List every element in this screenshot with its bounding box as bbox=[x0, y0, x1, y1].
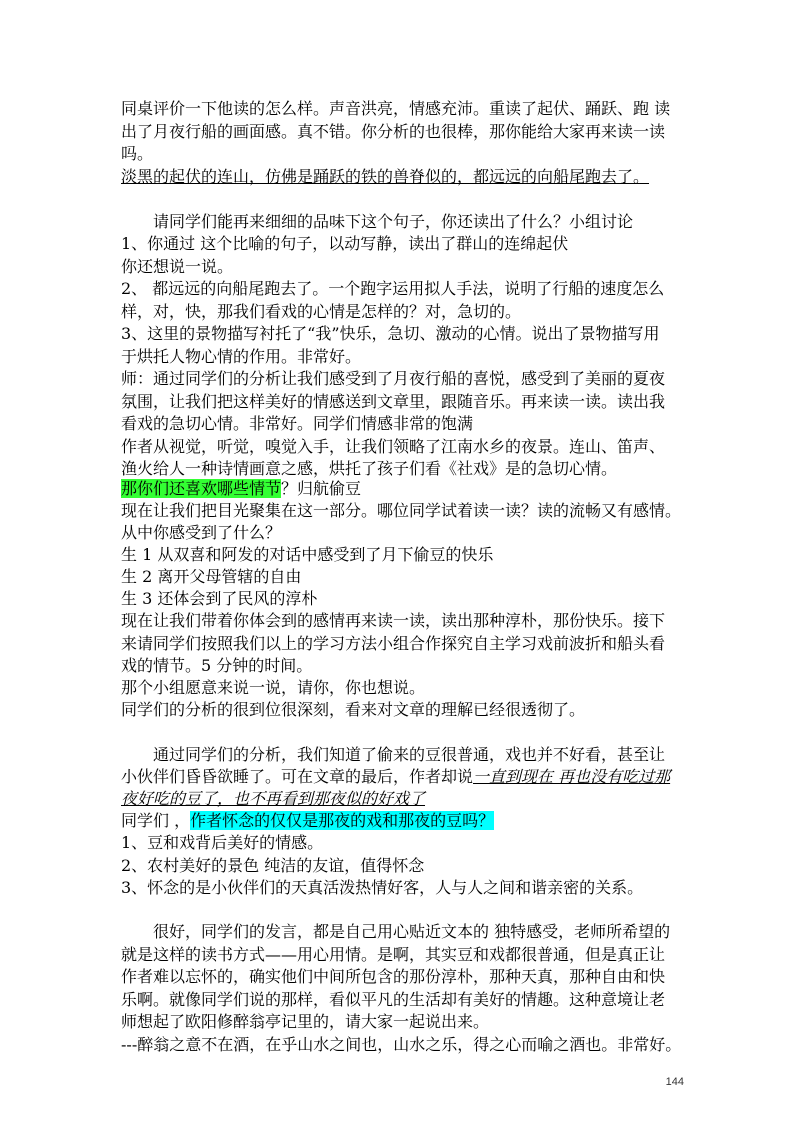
text-line: 1、豆和戏背后美好的情感。 bbox=[121, 833, 324, 852]
text-span: ？归航偷豆 bbox=[281, 479, 362, 498]
text-line: 戏的情节。5 分钟的时间。 bbox=[121, 656, 313, 675]
text-line: 样，对，快，那我们看戏的心情是怎样的？对，急切的。 bbox=[121, 302, 522, 321]
text-line: 同学们的分析的很到位很深刻，看来对文章的理解已经很透彻了。 bbox=[121, 700, 586, 719]
text-line: 来请同学们按照我们以上的学习方法小组合作探究自主学习戏前波折和船头看 bbox=[121, 634, 666, 653]
underlined-text: 淡黑的起伏的连山，仿佛是踊跃的铁的兽脊似的，都远远的向船尾跑去了。 bbox=[121, 167, 650, 186]
text-line: 1、你通过 这个比喻的句子，以动写静，读出了群山的连绵起伏 bbox=[121, 234, 569, 253]
text-line: 渔火给人一种诗情画意之感，烘托了孩子们看《社戏》是的急切心情。 bbox=[121, 459, 618, 478]
quoted-text: 一直到现在 再也没有吃过那 bbox=[473, 767, 671, 786]
text-line: 很好，同学们的发言，都是自己用心贴近文本的 独特感受，老师所希望的 bbox=[153, 922, 671, 941]
text-line: 生 1 从双喜和阿发的对话中感受到了月下偷豆的快乐 bbox=[121, 545, 494, 564]
highlighted-question: 那你们还喜欢哪些情节 bbox=[121, 479, 282, 498]
text-line bbox=[121, 810, 686, 832]
text-line: 那个小组愿意来说一说，请你，你也想说。 bbox=[121, 678, 426, 697]
text-line: 师想起了欧阳修醉翁亭记里的，请大家一起说出来。 bbox=[121, 1012, 490, 1031]
text-line: 通过同学们的分析，我们知道了偷来的豆很普通，戏也并不好看，甚至让 bbox=[153, 745, 666, 764]
text-line: 出了月夜行船的画面感。真不错。你分析的也很棒，那你能给大家再来读一读 bbox=[121, 122, 666, 141]
text-line: 你还想说一说。 bbox=[121, 257, 234, 276]
text-line: 看戏的急切心情。非常好。同学们情感非常的饱满 bbox=[121, 414, 474, 433]
text-line: 2、农村美好的景色 纯洁的友谊，值得怀念 bbox=[121, 856, 425, 875]
text-line: 于烘托人物心情的作用。非常好。 bbox=[121, 347, 362, 366]
text-line: 请同学们能再来细细的品味下这个句子，你还读出了什么？小组讨论 bbox=[153, 212, 634, 231]
text-line: 生 2 离开父母管辖的自由 bbox=[121, 567, 302, 586]
text-line: 现在让我们把目光聚集在这一部分。哪位同学试着读一读？读的流畅又有感情。 bbox=[121, 501, 682, 520]
text-line: 2、 都远远的向船尾跑去了。一个跑字运用拟人手法，说明了行船的速度怎么 bbox=[121, 279, 665, 298]
text-line: 师：通过同学们的分析让我们感受到了月夜行船的喜悦，感受到了美丽的夏夜 bbox=[121, 369, 666, 388]
text-line: 从中你感受到了什么？ bbox=[121, 523, 282, 542]
text-line: 吗。 bbox=[121, 144, 154, 163]
quoted-text: 夜好吃的豆了，也不再看到那夜似的好戏了 bbox=[121, 789, 426, 808]
text-line: 现在让我们带着你体会到的感情再来读一读，读出那种淳朴，那份快乐。接下 bbox=[121, 611, 666, 630]
text-line bbox=[121, 788, 686, 810]
text-line: 3、怀念的是小伙伴们的天真活泼热情好客，人与人之间和谐亲密的关系。 bbox=[121, 878, 644, 897]
quoted-sentence bbox=[121, 166, 686, 188]
text-line: 乐啊。就像同学们说的那样，看似平凡的生活却有美好的情趣。这种意境让老 bbox=[121, 990, 666, 1009]
text-line: 作者从视觉，听觉，嗅觉入手，让我们领略了江南水乡的夜景。连山、笛声、 bbox=[121, 437, 666, 456]
section-question-line bbox=[121, 478, 686, 500]
text-line: 同桌评价一下他读的怎么样。声音洪亮，情感充沛。重读了起伏、踊跃、跑 读 bbox=[121, 99, 671, 118]
page-number: 144 bbox=[665, 1076, 684, 1088]
text-line: 氛围，让我们把这样美好的情感送到文章里，跟随音乐。再来读一读。读出我 bbox=[121, 392, 666, 411]
text-line: 作者难以忘怀的，确实他们中间所包含的那份淳朴，那种天真，那种自由和快 bbox=[121, 967, 666, 986]
text-span: 小伙伴们昏昏欲睡了。可在文章的最后，作者却说 bbox=[121, 767, 474, 786]
text-line: 就是这样的读书方式——用心用情。是啊，其实豆和戏都很普通，但是真正让 bbox=[121, 945, 666, 964]
text-span: 同学们 ， bbox=[121, 811, 191, 830]
text-line: ---醉翁之意不在酒，在乎山水之间也，山水之乐，得之心而喻之酒也。非常好。 bbox=[121, 1035, 682, 1054]
text-line bbox=[121, 766, 686, 788]
text-line: 生 3 还体会到了民风的淳朴 bbox=[121, 589, 318, 608]
highlighted-question: 作者怀念的仅仅是那夜的戏和那夜的豆吗？ bbox=[190, 811, 495, 830]
text-line: 3、这里的景物描写衬托了“我”快乐，急切、激动的心情。说出了景物描写用 bbox=[121, 324, 660, 343]
